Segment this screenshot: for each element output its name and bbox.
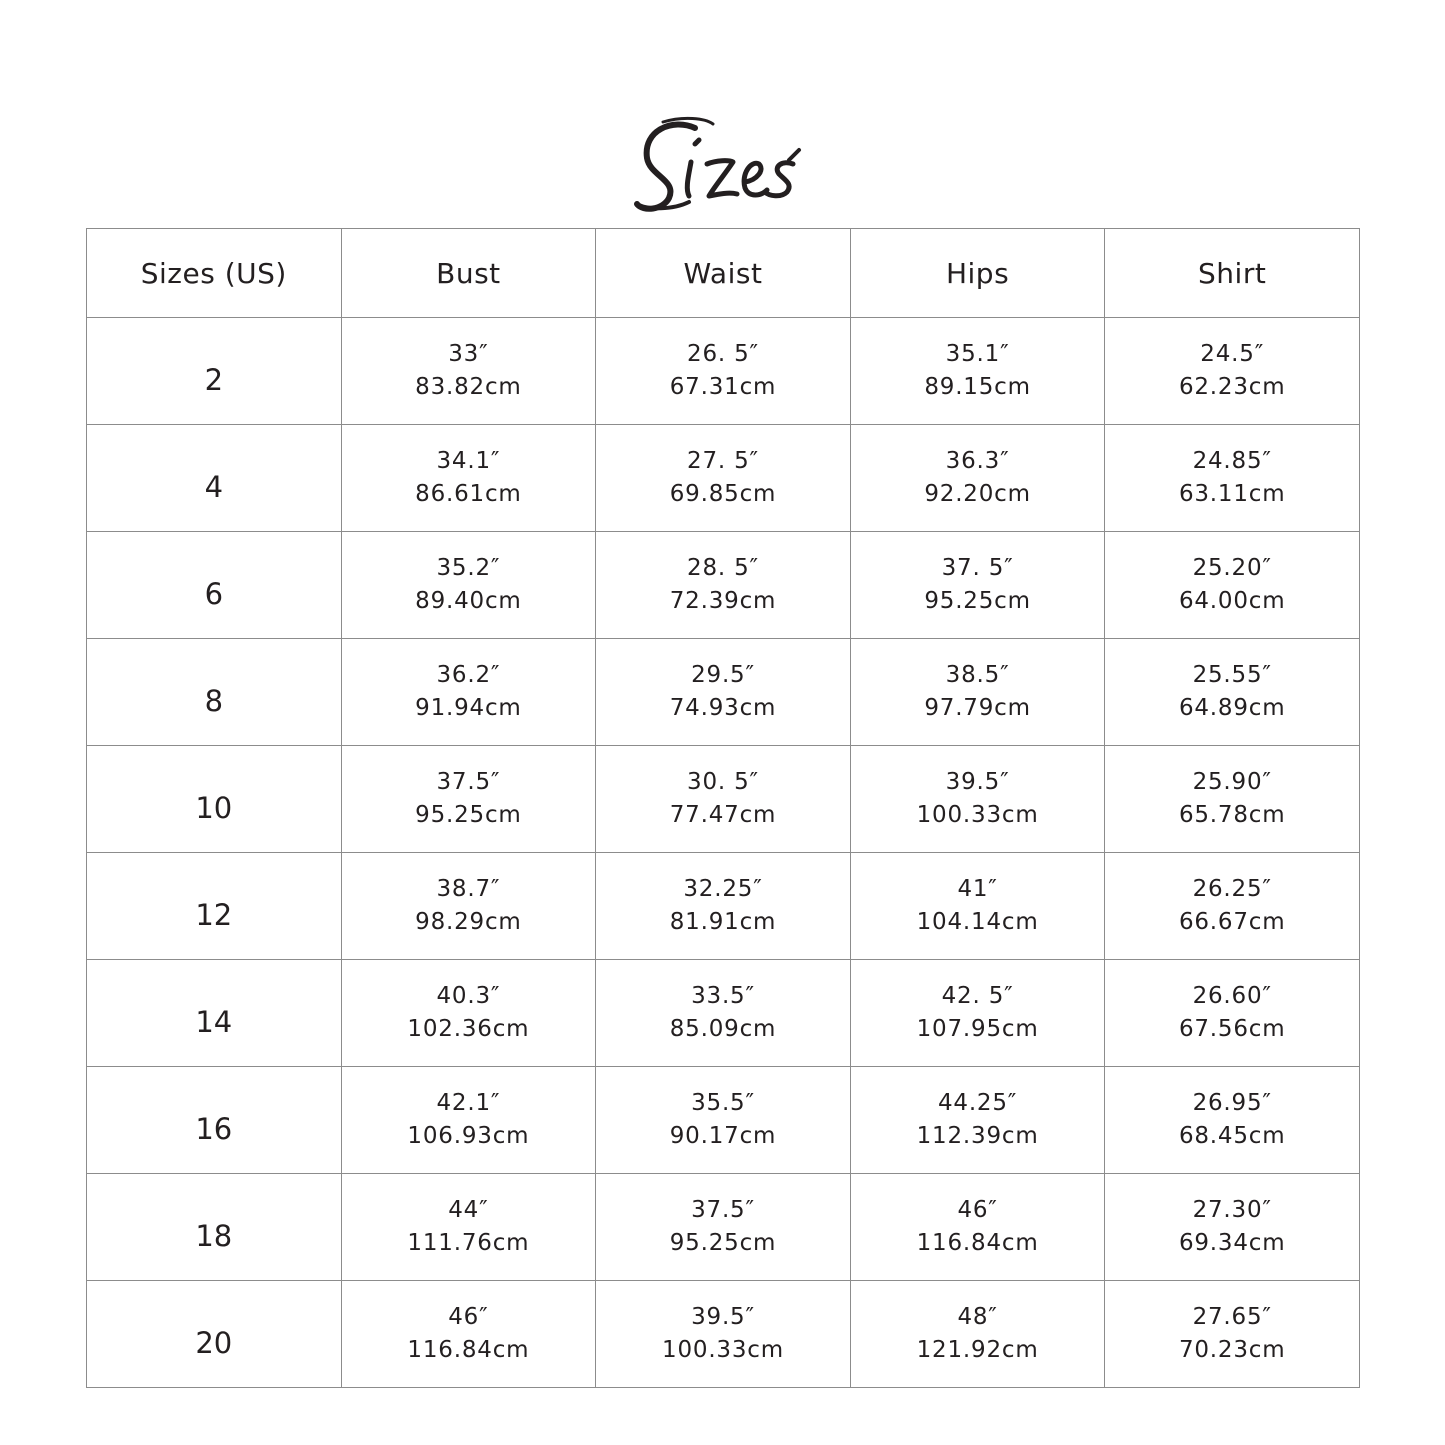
waist-cm: 95.25cm	[669, 1230, 777, 1256]
waist-inches: 27. 5″	[687, 448, 759, 475]
header-row	[87, 229, 1360, 318]
bust-cell	[341, 425, 596, 532]
size-rows	[87, 318, 1360, 1388]
waist-cm: 100.33cm	[662, 1337, 784, 1363]
bust-cell	[341, 318, 596, 425]
waist-cm: 69.85cm	[669, 481, 777, 507]
size-value: 2	[87, 318, 342, 425]
bust-cell	[341, 853, 596, 960]
bust-cell	[341, 639, 596, 746]
bust-inches: 38.7″	[436, 876, 501, 903]
waist-inches: 30. 5″	[687, 769, 759, 796]
hips-cell	[850, 960, 1105, 1067]
size-value: 14	[87, 960, 342, 1067]
bust-cm: 89.40cm	[415, 588, 522, 614]
shirt-inches: 27.65″	[1192, 1304, 1272, 1331]
hips-cell	[850, 318, 1105, 425]
hips-cm: 121.92cm	[916, 1337, 1039, 1363]
shirt-cell	[1105, 1281, 1360, 1388]
waist-inches: 29.5″	[691, 662, 755, 689]
waist-cell	[596, 1174, 851, 1281]
bust-inches: 44″	[448, 1197, 489, 1224]
header-waist: Waist	[596, 229, 851, 318]
table-row	[87, 960, 1360, 1067]
shirt-cm: 64.00cm	[1178, 588, 1286, 614]
bust-cell	[341, 960, 596, 1067]
hips-cm: 116.84cm	[916, 1230, 1039, 1256]
shirt-cm: 63.11cm	[1178, 481, 1286, 507]
shirt-inches: 24.5″	[1200, 341, 1265, 368]
waist-cell	[596, 1067, 851, 1174]
header-sizes-us: Sizes (US)	[87, 229, 342, 318]
shirt-inches: 26.60″	[1192, 983, 1272, 1010]
hips-cell	[850, 1067, 1105, 1174]
bust-cm: 98.29cm	[415, 909, 522, 935]
bust-cm: 91.94cm	[415, 695, 522, 721]
size-value: 4	[87, 425, 342, 532]
waist-inches: 26. 5″	[687, 341, 759, 368]
table-row	[87, 532, 1360, 639]
hips-inches: 46″	[957, 1197, 998, 1224]
shirt-inches: 26.95″	[1192, 1090, 1272, 1117]
size-value: 8	[87, 639, 342, 746]
hips-cell	[850, 1174, 1105, 1281]
bust-inches: 35.2″	[436, 555, 501, 582]
waist-cm: 81.91cm	[669, 909, 777, 935]
bust-cm: 102.36cm	[407, 1016, 530, 1042]
table-row	[87, 1067, 1360, 1174]
page-title	[0, 110, 1445, 220]
waist-inches: 39.5″	[691, 1304, 755, 1331]
hips-cell	[850, 1281, 1105, 1388]
header-bust: Bust	[341, 229, 596, 318]
waist-cell	[596, 318, 851, 425]
table-row	[87, 425, 1360, 532]
hips-cm: 107.95cm	[916, 1016, 1039, 1042]
shirt-cell	[1105, 960, 1360, 1067]
size-chart-table	[86, 228, 1360, 1388]
bust-inches: 36.2″	[436, 662, 501, 689]
hips-cm: 100.33cm	[916, 802, 1039, 828]
waist-cell	[596, 532, 851, 639]
hips-inches: 42. 5″	[941, 983, 1014, 1010]
table-row	[87, 639, 1360, 746]
hips-inches: 44.25″	[937, 1090, 1018, 1117]
hips-cell	[850, 639, 1105, 746]
bust-cell	[341, 746, 596, 853]
bust-inches: 40.3″	[436, 983, 501, 1010]
bust-cm: 83.82cm	[415, 374, 522, 400]
shirt-cm: 64.89cm	[1178, 695, 1286, 721]
hips-cm: 92.20cm	[924, 481, 1031, 507]
shirt-inches: 25.20″	[1192, 555, 1272, 582]
waist-inches: 32.25″	[683, 876, 763, 903]
size-value: 6	[87, 532, 342, 639]
hips-cell	[850, 853, 1105, 960]
hips-cell	[850, 425, 1105, 532]
bust-inches: 37.5″	[436, 769, 501, 796]
shirt-cm: 70.23cm	[1178, 1337, 1286, 1363]
shirt-inches: 25.55″	[1192, 662, 1272, 689]
size-value: 16	[87, 1067, 342, 1174]
shirt-cell	[1105, 1174, 1360, 1281]
bust-cm: 106.93cm	[407, 1123, 530, 1149]
size-value: 12	[87, 853, 342, 960]
shirt-cell	[1105, 746, 1360, 853]
hips-cm: 97.79cm	[924, 695, 1031, 721]
hips-cm: 95.25cm	[924, 588, 1031, 614]
shirt-cell	[1105, 318, 1360, 425]
waist-inches: 35.5″	[691, 1090, 755, 1117]
shirt-cell	[1105, 853, 1360, 960]
shirt-cell	[1105, 532, 1360, 639]
waist-cm: 90.17cm	[669, 1123, 777, 1149]
shirt-cm: 62.23cm	[1178, 374, 1286, 400]
waist-cell	[596, 1281, 851, 1388]
bust-inches: 46″	[448, 1304, 489, 1331]
hips-inches: 41″	[957, 876, 998, 903]
sizes-script-logo	[633, 110, 813, 220]
hips-inches: 48″	[957, 1304, 998, 1331]
shirt-cm: 68.45cm	[1178, 1123, 1286, 1149]
shirt-cell	[1105, 1067, 1360, 1174]
table-row	[87, 1281, 1360, 1388]
waist-cm: 72.39cm	[669, 588, 777, 614]
waist-cm: 67.31cm	[669, 374, 777, 400]
shirt-cm: 69.34cm	[1178, 1230, 1286, 1256]
hips-inches: 37. 5″	[941, 555, 1014, 582]
size-value: 20	[87, 1281, 342, 1388]
hips-cm: 112.39cm	[916, 1123, 1039, 1149]
bust-cm: 111.76cm	[407, 1230, 530, 1256]
bust-cell	[341, 1067, 596, 1174]
bust-cell	[341, 532, 596, 639]
waist-cm: 74.93cm	[669, 695, 777, 721]
waist-inches: 37.5″	[691, 1197, 755, 1224]
hips-inches: 36.3″	[945, 448, 1010, 475]
size-value: 10	[87, 746, 342, 853]
size-value: 18	[87, 1174, 342, 1281]
shirt-inches: 25.90″	[1192, 769, 1272, 796]
shirt-inches: 26.25″	[1192, 876, 1272, 903]
table-row	[87, 746, 1360, 853]
hips-cell	[850, 746, 1105, 853]
shirt-cm: 65.78cm	[1178, 802, 1286, 828]
waist-cell	[596, 853, 851, 960]
waist-cell	[596, 746, 851, 853]
shirt-cell	[1105, 639, 1360, 746]
waist-inches: 28. 5″	[687, 555, 759, 582]
hips-inches: 39.5″	[945, 769, 1010, 796]
bust-cm: 95.25cm	[415, 802, 522, 828]
bust-cm: 116.84cm	[407, 1337, 530, 1363]
hips-inches: 38.5″	[945, 662, 1010, 689]
hips-inches: 35.1″	[945, 341, 1010, 368]
bust-inches: 42.1″	[436, 1090, 501, 1117]
header-shirt: Shirt	[1105, 229, 1360, 318]
waist-cm: 85.09cm	[669, 1016, 777, 1042]
table-row	[87, 1174, 1360, 1281]
table-row	[87, 853, 1360, 960]
waist-cm: 77.47cm	[669, 802, 777, 828]
waist-cell	[596, 425, 851, 532]
header-hips: Hips	[850, 229, 1105, 318]
bust-cm: 86.61cm	[415, 481, 522, 507]
waist-cell	[596, 960, 851, 1067]
bust-cell	[341, 1281, 596, 1388]
table-row	[87, 318, 1360, 425]
hips-cm: 104.14cm	[916, 909, 1039, 935]
waist-cell	[596, 639, 851, 746]
shirt-inches: 27.30″	[1192, 1197, 1272, 1224]
bust-inches: 33″	[448, 341, 489, 368]
bust-cell	[341, 1174, 596, 1281]
shirt-cell	[1105, 425, 1360, 532]
shirt-cm: 66.67cm	[1178, 909, 1286, 935]
waist-inches: 33.5″	[691, 983, 755, 1010]
hips-cell	[850, 532, 1105, 639]
shirt-inches: 24.85″	[1192, 448, 1272, 475]
hips-cm: 89.15cm	[924, 374, 1031, 400]
bust-inches: 34.1″	[436, 448, 501, 475]
shirt-cm: 67.56cm	[1178, 1016, 1286, 1042]
